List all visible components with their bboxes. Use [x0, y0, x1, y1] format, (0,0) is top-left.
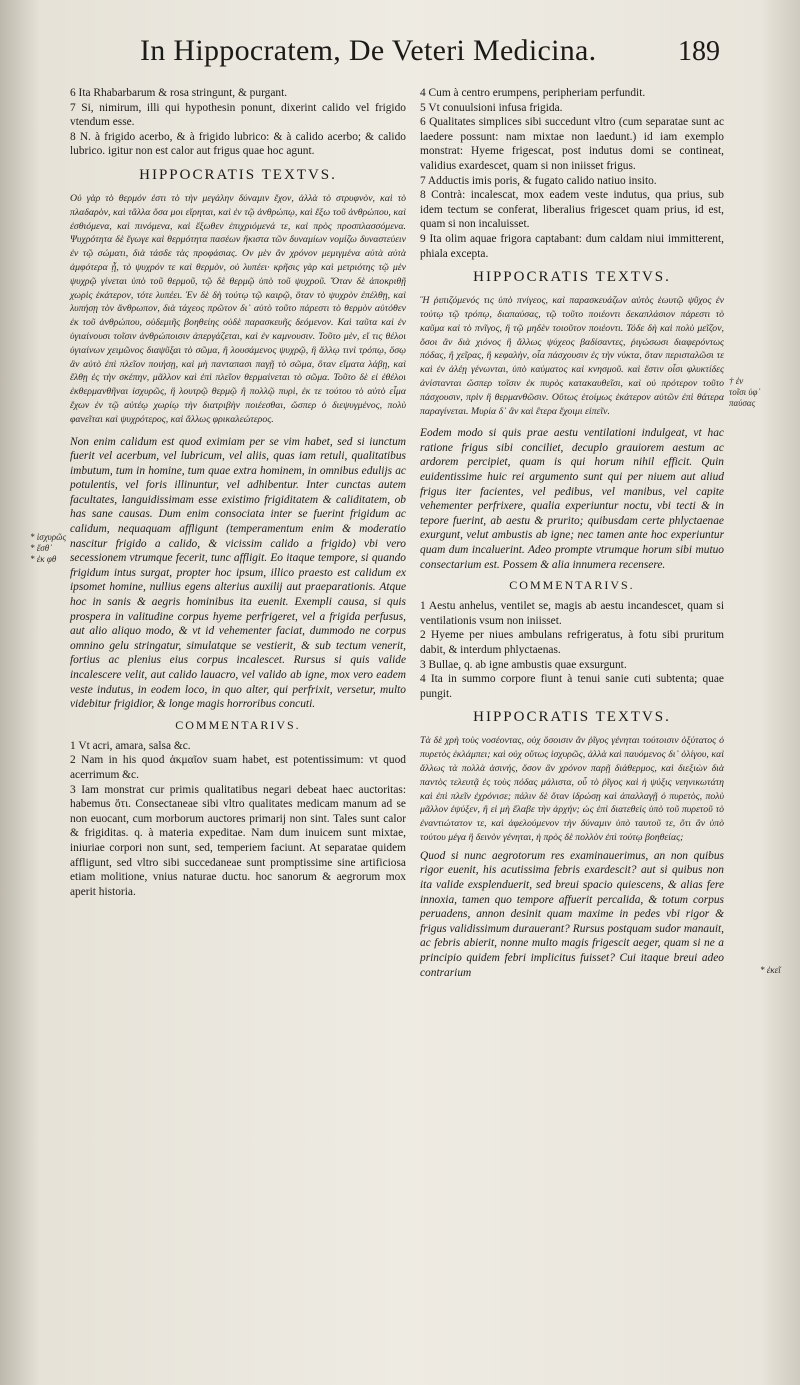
commentary-note: 1 Vt acri, amara, salsa &c. — [70, 739, 191, 752]
running-head — [140, 34, 720, 78]
note-4: 4 Cum à centro erumpens, peripheriam perfundit. — [420, 87, 646, 99]
commentary-heading: COMMENTARIVS. — [175, 717, 301, 732]
commentary-heading: COMMENTARIVS. — [509, 578, 635, 593]
page-title: In Hippocratem, De Veteri Medicina. — [140, 34, 597, 67]
margin-variant-note: * ἰσχυρῶς * ἔσθ᾽ * ἐκ φθ — [30, 532, 67, 564]
section-heading: HIPPOCRATIS TEXTVS. — [473, 269, 671, 286]
margin-variant-note: † ἐν τοῖσι ὑφ᾽ παύσας — [729, 376, 761, 408]
note-8: 8 Contrà: incalescat, mox eadem veste indutus, qua prius, sub idem tectum se conferat, liberalius frigescet quam prius, id est, quam si non incaluisset. — [420, 189, 724, 231]
section-heading: HIPPOCRATIS TEXTVS. — [139, 166, 337, 183]
note-6: 6 Ita Rhabarbarum & rosa stringunt, & purgant. — [70, 87, 288, 99]
right-column — [420, 86, 724, 980]
commentary-note: 2 Hyeme per niues ambulans refrigeratus, à fotu sibi pruritum dabit, & interdum phlyctaenas. — [420, 629, 724, 657]
commentary-note: 3 Iam monstrat cur primis qualitatibus negari debeat haec auctoritas: habemus ὅτι. Consectaneae sibi vltro qualitates medicam manum ad se non euocant, cum morborum auctores primarij non sint. Tales sunt calor & frigiditas. q. à materia expeditae. Nam dum inuicem sunt mixtae, iniuriae corpori non sunt, sed, temperiem faciunt. At separatae quidem affligunt, sed vltro sibi succedaneae sunt promptissime sine artificiosa etiam molitione, vnius naturae ductu. hoc sanorum & aegrorum mox aperit historia. — [70, 783, 406, 898]
greek-text: Οὐ γὰρ τὸ θερμόν ἐστι τὸ τὴν μεγάλην δύναμιν ἔχον, ἀλλὰ τὸ στρυφνὸν, καὶ τὸ πλαδαρὸν, καὶ τἄλλα ὅσα μοι εἴρηται, καὶ ἐν τῷ ἀνθρώπῳ, καὶ ἔξω τοῦ ἀνθρώπου, καὶ ἐσθιόμενα, καὶ πινόμενα, καὶ ἔξωθεν ἐπιχριόμενά τε, καὶ πρὸς προσπλασσόμενα. Ψυχρότητα δὲ ἔγωγε καὶ θερμότητα πασέων ἥκιστα τῶν δυναμίων νομίζω δυναστεύειν ἐν τῷ σώματι, διὰ τάσδε τὰς προφάσιας. Ον μὲν ἂν χρόνον μεμιγμένα αὐτὰ αὐτὰ ἀμφότερα ᾖ, τὸ ψυχρόν τε καὶ θερμὸν, οὐ λυπέει· κρῆσις γὰρ καὶ μετριότης τῷ μὲν ψυχρῷ γίνεται ὑπὸ τοῦ θερμοῦ, τῷ δὲ θερμῷ ὑπὸ τοῦ ψυχροῦ. Ὅταν δὲ ἀποκριθῇ χωρὶς ἑκάτερον, τότε λυπέει. Ἐν δὲ δὴ τούτῳ τῷ καιρῷ, ὅταν τὸ ψυχρὸν ἐπέλθῃ, καὶ λυπήσῃ τὸν ἄνθρωπον, διὰ τάχεος πρῶτον δι᾽ αὐτὸ τοῦτο πάρεστι τὸ θερμὸν αὐτόθεν ἐκ τοῦ ἀνθρώπου, οὐδεμιῆς βοηθείης οὐδὲ παρασκευῆς δεόμενον. Καὶ ταῦτα καὶ ἐν ὑγιαίνουσι τοῖσιν ἀνθρώποισιν ἀπεργάζεται, καὶ ἐν καμνουσιν. Τοῦτο μὲν, εἴ τις θέλοι ὑγιαίνων χειμῶνος διαψῦξαι τὸ σῶμα, ἢ λουσάμενος ψυχρῷ, ἢ ἄλλῳ τινὶ τρόπῳ, ὅσῳ ἂν αὐτὸ ἐπὶ πλεῖον ποιήσῃ, καὶ μὴ πανταπασι παγῇ τὸ σῶμα, ὅταν εἵματα λάβῃ, καὶ ἔλθῃ ἐς τὴν σκέπην, μᾶλλον καὶ ἐπὶ πλεῖον θερμαίνεται τὸ σῶμα. Τοῦτο δὲ εἰ ἐθέλοι ἐκθερμανθῆναι ἰσχυρῶς, ἢ λουτρῷ θερμῷ ἢ πολλῷ πυρὶ, ἐκ τε τούτου τὸ αὐτὸ εἷμα ἔχων ἐν τῷ αὐτέῳ χωρίῳ τὴν διατριβὴν ποιέεσθαι, ὥσπερ ὁ διεψυγμένος, πολὺ φανεῖται καὶ ψυχρότερος, καὶ ἄλλως φρικαλεώτερος. — [70, 192, 406, 425]
commentary-note: 1 Aestu anhelus, ventilet se, magis ab aestu incandescet, quam si ventilationis vsum non iniisset. — [420, 600, 724, 627]
latin-translation: Eodem modo si quis prae aestu ventilationi indulgeat, vt hac ratione frigus sibi conciliet, decuplo grauiorem aestum ac ardorem percipiet, quam is qui horum nihil efficit. Quin euidentissime huic rei argumento sunt qui per niuem aut aliud frigus iter facientes, vel pedibus, vel manibus, vel capite vehementer perfrixere, qualia experiuntur noctu, vbi tecti & in tepore fuerint, ab aestu & prurito; quibusdam certe phlyctaenae exurgunt, velut ambustis ab igne; nec tamen ante hoc experiuntur quam dum incaluerint. Adeo prompte vtrumque horum sibi mutuo consectarium est. Possem & alia innumera recensere. — [420, 427, 724, 571]
page-number: 189 — [678, 36, 720, 67]
commentary-note: 4 Ita in summo corpore fiunt à tenui sanie cuti subtenta; quae pungit. — [420, 673, 724, 700]
greek-text: Ἢ ῥιπιζόμενός τις ὑπὸ πνίγεος, καὶ παρασκευάζων αὐτὸς ἑωυτῷ ψῦχος ἐν τούτῳ τῷ τρόπῳ, διαπαύσας, τῷ τοῦτο ποιέοντι δεκαπλάσιον πάρεστι τὸ καῦμα καὶ τὸ πνῖγος, ἢ τῷ μηδὲν τοιοῦτον ποιέοντι. Τόδε δὴ καὶ πολὺ μεῖζον, ὅσοι ἂν διὰ χιόνος ἢ ἄλλως ψύχεος βαδίσαντες, ῥιγώσωσι διαφερόντως πόδας, ἢ χεῖρας, ἢ κεφαλὴν, οἷα πάσχουσιν ἐς τὴν νύκτα, ὅταν περισταλῶσι τε καὶ ἐν ἀλέῃ γένωνται, ὑπὸ καύματος καὶ κνησμοῦ. καὶ ἔστιν οἷσι φλυκτίδες ἀνίστανται ὥσπερ τοῖσιν ἐκ πυρὸς κατακαυθεῖσι, καὶ οὐ πρότερον τοῦτο πάσχουσιν, πρὶν ἢ θερμανθῶσιν. Οὕτως ἑτοίμως ἑκάτερον αὐτῶν ἐπὶ θάτερα παραγίνεται. Μυρία δ᾽ ἂν καὶ ἕτερα ἔχοιμι εἰπεῖν. — [420, 295, 724, 417]
commentary-note: 3 Bullae, q. ab igne ambustis quae exsurgunt. — [420, 658, 627, 671]
section-heading: HIPPOCRATIS TEXTVS. — [473, 709, 671, 726]
note-6: 6 Qualitates simplices sibi succedunt vltro (cum separatae sunt ac laedere possunt: nam mixtae non laedunt.) id iam exemplo monstrat: Hyeme frigescat, post indutus domi se contineat, validius exardescet, quam si non iniisset frigus. — [420, 116, 724, 172]
margin-variant-note: * ἐκεῖ — [760, 965, 781, 975]
left-column — [70, 86, 406, 899]
commentary-note: 2 Nam in his quod ἀκμαῖον suam habet, est potentissimum: vt quod acerrimum &c. — [70, 754, 406, 781]
note-7: 7 Adductis imis poris, & fugato calido natiuo insito. — [420, 174, 657, 187]
latin-translation: Non enim calidum est quod eximiam per se vim habet, sed si iunctum fuerit vel acerbum, vel lubricum, vel aliis, quas iam retuli, qualitatibus imbutum, tum in homine, tum quae extra hominem, in omnibus edulijs ac potulentis, vel foris illinuntur, vel adhibentur. Inter cunctas autem facultates, languidissimam esse existimo frigiditatem & caliditatem, ob has sane causas. Dum enim consociata inter se fuerint frigidum ac calidum, nequaquam affligunt (temperamentum enim & moderatio nascitur frigido a calido, & vicissim calido a frigido) vbi vero secessionem vtrumque fecerit, tunc affligit. Eo itaque tempore, si quando frigidum intus surgat, propter hoc ipsum, illico praesto est calidum ex ipsomet homine, nullius egens alterius auxilij aut praeparationis. Atque hoc in sanis & aegris hominibus ita euenit. Exempli causa, si quis prospera in valitudine corpus hyeme perfrigeret, vel a frigida perfusus, aut alio aliquo modo, & vt id vehementer faciat, dummodo ne corpus omnino gelu stringatur, simulatque se vestierit, & sub tectum venerit, fortius ac plenius eius corpus incalescet. Rursus si quis valide incalescere velit, aut calido lauacro, vel valido ab igne, mox vero eadem veste indutus, in eodem loco, in quo alter, qui perfrixit, versetur, multo videbitur frigidior, & longe magis horroribus concuti. — [70, 435, 406, 711]
greek-text: Τὰ δὲ χρὴ τοὺς νοσέοντας, οὐχ ὅσοισιν ἂν ῥῖγος γένηται τούτοισιν ὀξύτατος ὁ πυρετὸς ἐκλάμπει; καὶ οὐχ οὕτως ἰσχυρῶς, ἀλλὰ καὶ παυόμενος δι᾽ ὀλίγου, καὶ ἄλλως τὰ πολλὰ ἀσινής, ὅσον ἂν χρόνον παρῇ διάθερμος, καὶ διεξιὼν διὰ παντὸς τελευτᾷ ἐς τοὺς πόδας μάλιστα, οὗ τὸ ῥῖγος καὶ ἡ ψύξις νεηνικωτάτη καὶ ἐπὶ πλεῖν ἐχρόνισε; πάλιν δὲ ὅταν ἱδρώσῃ καὶ ἀπαλλαγῇ ὁ πυρετὸς, πολὺ μᾶλλον ἐψύξεν, ἢ εἰ μὴ ἔλαβε τὴν ἀρχήν; ὡς ἐπὶ διατεθεὶς ὑπὸ τοῦ πυρετοῦ τὸ ἐναντιώτατον τε, καὶ ἀφελούμενον τὴν δύναμιν ὑπὸ ταυτοῦ τε, ὅτι ἂν ὑπὸ τούτου μέγα ἢ δεινὸν γένηται, ἡ πρὸς δὲ πολλὸν ἐπὶ τούτῳ βοηθείας; — [420, 735, 724, 843]
note-9: 9 Ita olim aquae frigora captabant: dum caldam niui immitterent, phiala excepta. — [420, 232, 724, 260]
note-5: 5 Vt conuulsioni infusa frigida. — [420, 101, 563, 114]
latin-translation: Quod si nunc aegrotorum res examinauerimus, an non quibus rigor euenit, his acutissima febris exardescit? aut si quibus non ita valide exsplenduerit, sed breui spacio quiescens, & alias fere innoxia, tamen quo tempore affuerit percalida, & totum corpus peruadens, annon desinit quam maxime in pedes vbi rigor & frigus validissimum durauerant? Rursus postquam sudor manauit, ac febris abierit, nonne multo magis frigescit aeger, quam si ne a principio quidem febri implicitus fuisset? Cui itaque breui adeo contrarium — [420, 849, 724, 979]
note-8: 8 N. à frigido acerbo, & à frigido lubrico: & à calido acerbo; & calido lubrico. igitur non est calor aut frigus quae hoc agunt. — [70, 130, 406, 158]
note-7: 7 Si, nimirum, illi qui hypothesin ponunt, dixerint calido vel frigido vtendum esse. — [70, 101, 406, 129]
